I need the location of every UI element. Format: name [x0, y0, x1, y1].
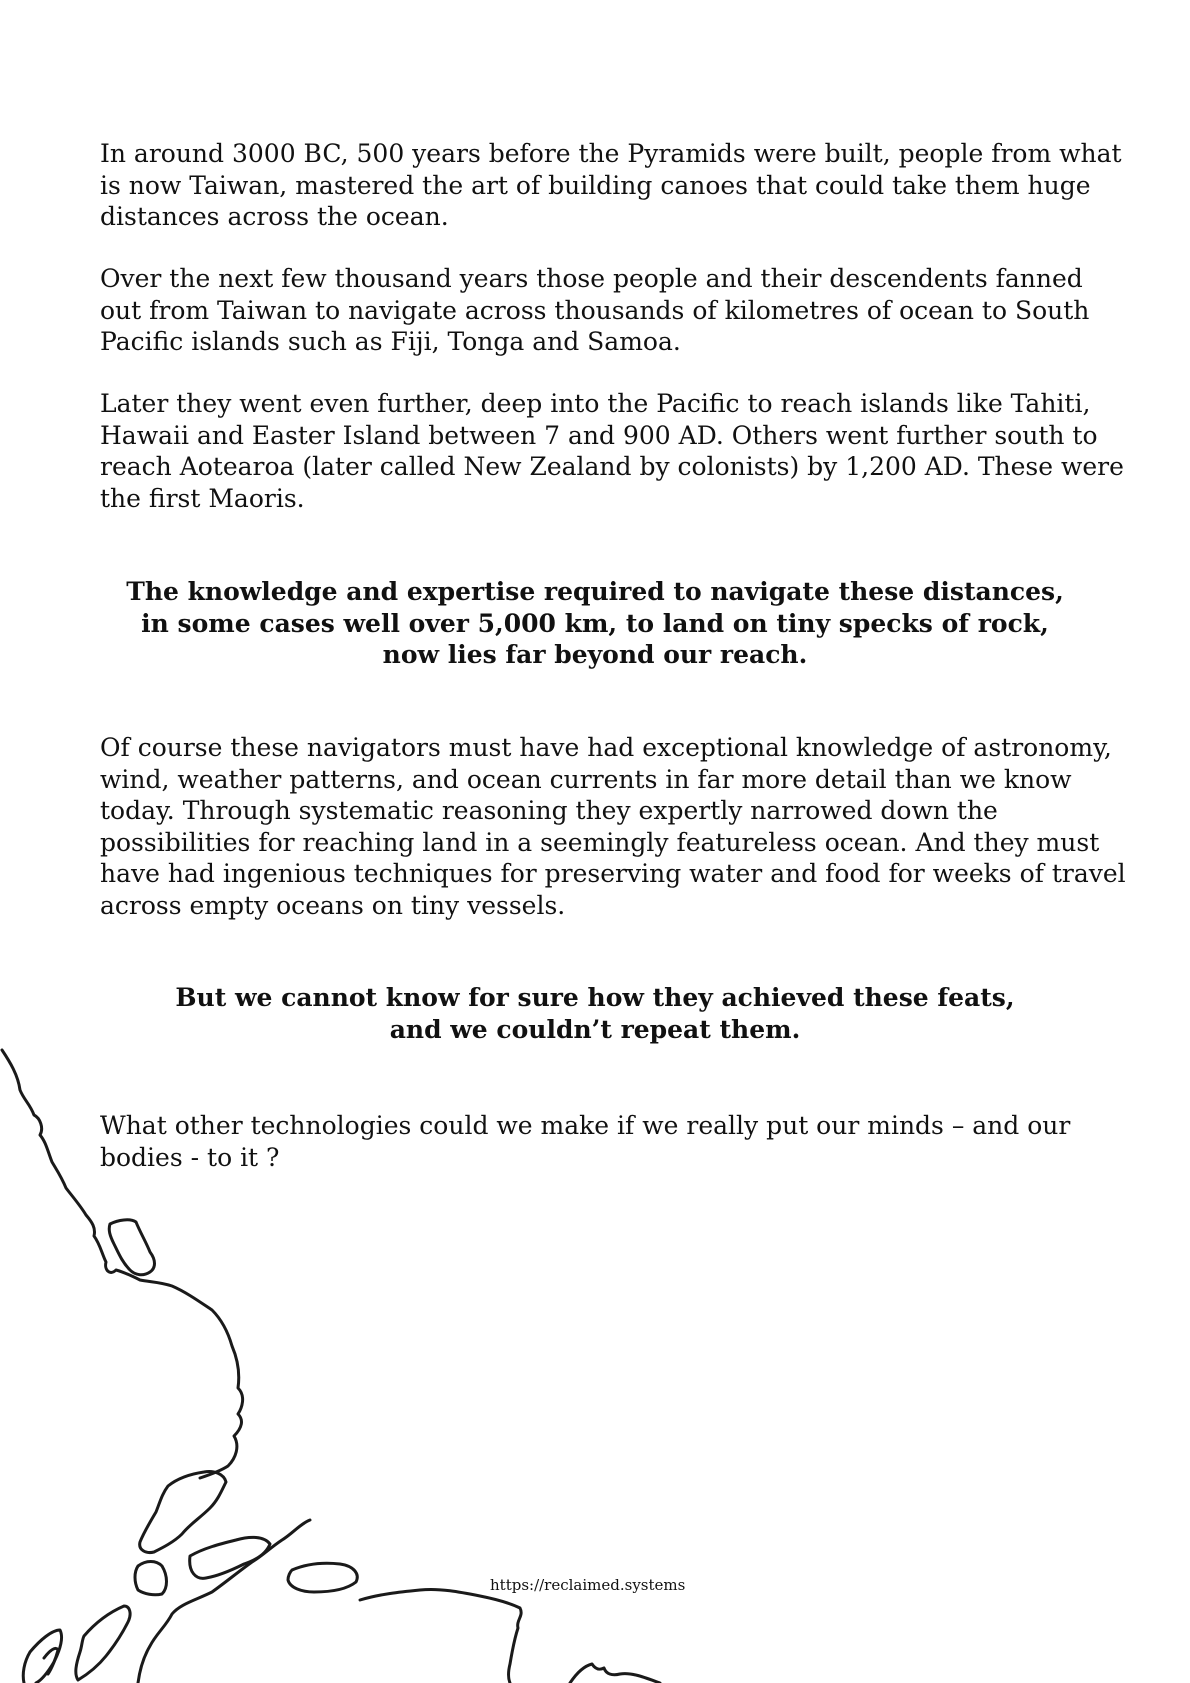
intro-paragraph: In around 3000 BC, 500 years before the Pyramids were built, people from what is now Taiwan, mastered the art of building canoes that could take them huge distances across the ocean. [100, 139, 1122, 231]
navigators-paragraph: Of course these navigators must have had exceptional knowledge of astronomy, wind, weather patterns, and ocean currents in far more detail than we know today. Through systematic reasoning they expertly narrowed down the possibilities for reaching land in a seemingly featureless ocean. And they must have had ingenious techniques for preserving water and food for weeks of travel across empty oceans on tiny vessels. [100, 733, 1126, 920]
closing-question: What other technologies could we make if we really put our minds – and our bodies - to it ? [100, 1111, 1071, 1172]
small-island [109, 1220, 154, 1275]
island-7 [44, 1648, 58, 1674]
south-coast-2 [360, 1589, 521, 1683]
feats-callout-line-1: But we cannot know for sure how they achieved these feats, [175, 983, 1015, 1012]
island-1 [140, 1471, 226, 1552]
migration-paragraph: Over the next few thousand years those people and their descendents fanned out from Taiwan to navigate across thousands of kilometres of ocean to South Pacific islands such as Fiji, Tonga and Samoa. [100, 264, 1090, 356]
bottom-coast [570, 1664, 660, 1683]
knowledge-callout-line-1: The knowledge and expertise required to navigate these distances, [126, 577, 1064, 606]
footer-url[interactable]: https://reclaimed.systems [490, 1576, 686, 1594]
expansion-paragraph: Later they went even further, deep into the Pacific to reach islands like Tahiti, Hawaii and Easter Island between 7 and 900 AD. Others went further south to reach Aotearoa (later called New Zealand by colonists) by 1,200 AD. These were the first Maoris. [100, 389, 1124, 513]
island-2 [135, 1562, 167, 1595]
island-3 [190, 1537, 270, 1578]
knowledge-callout-line-2: in some cases well over 5,000 km, to land on tiny specks of rock, [141, 608, 1049, 638]
knowledge-callout-line-3: now lies far beyond our reach. [382, 640, 808, 669]
island-4 [288, 1563, 357, 1592]
knowledge-callout [80, 576, 1110, 671]
island-5 [76, 1606, 130, 1680]
feats-callout-line-2: and we couldn’t repeat them. [389, 1014, 801, 1044]
feats-callout [80, 982, 1110, 1045]
